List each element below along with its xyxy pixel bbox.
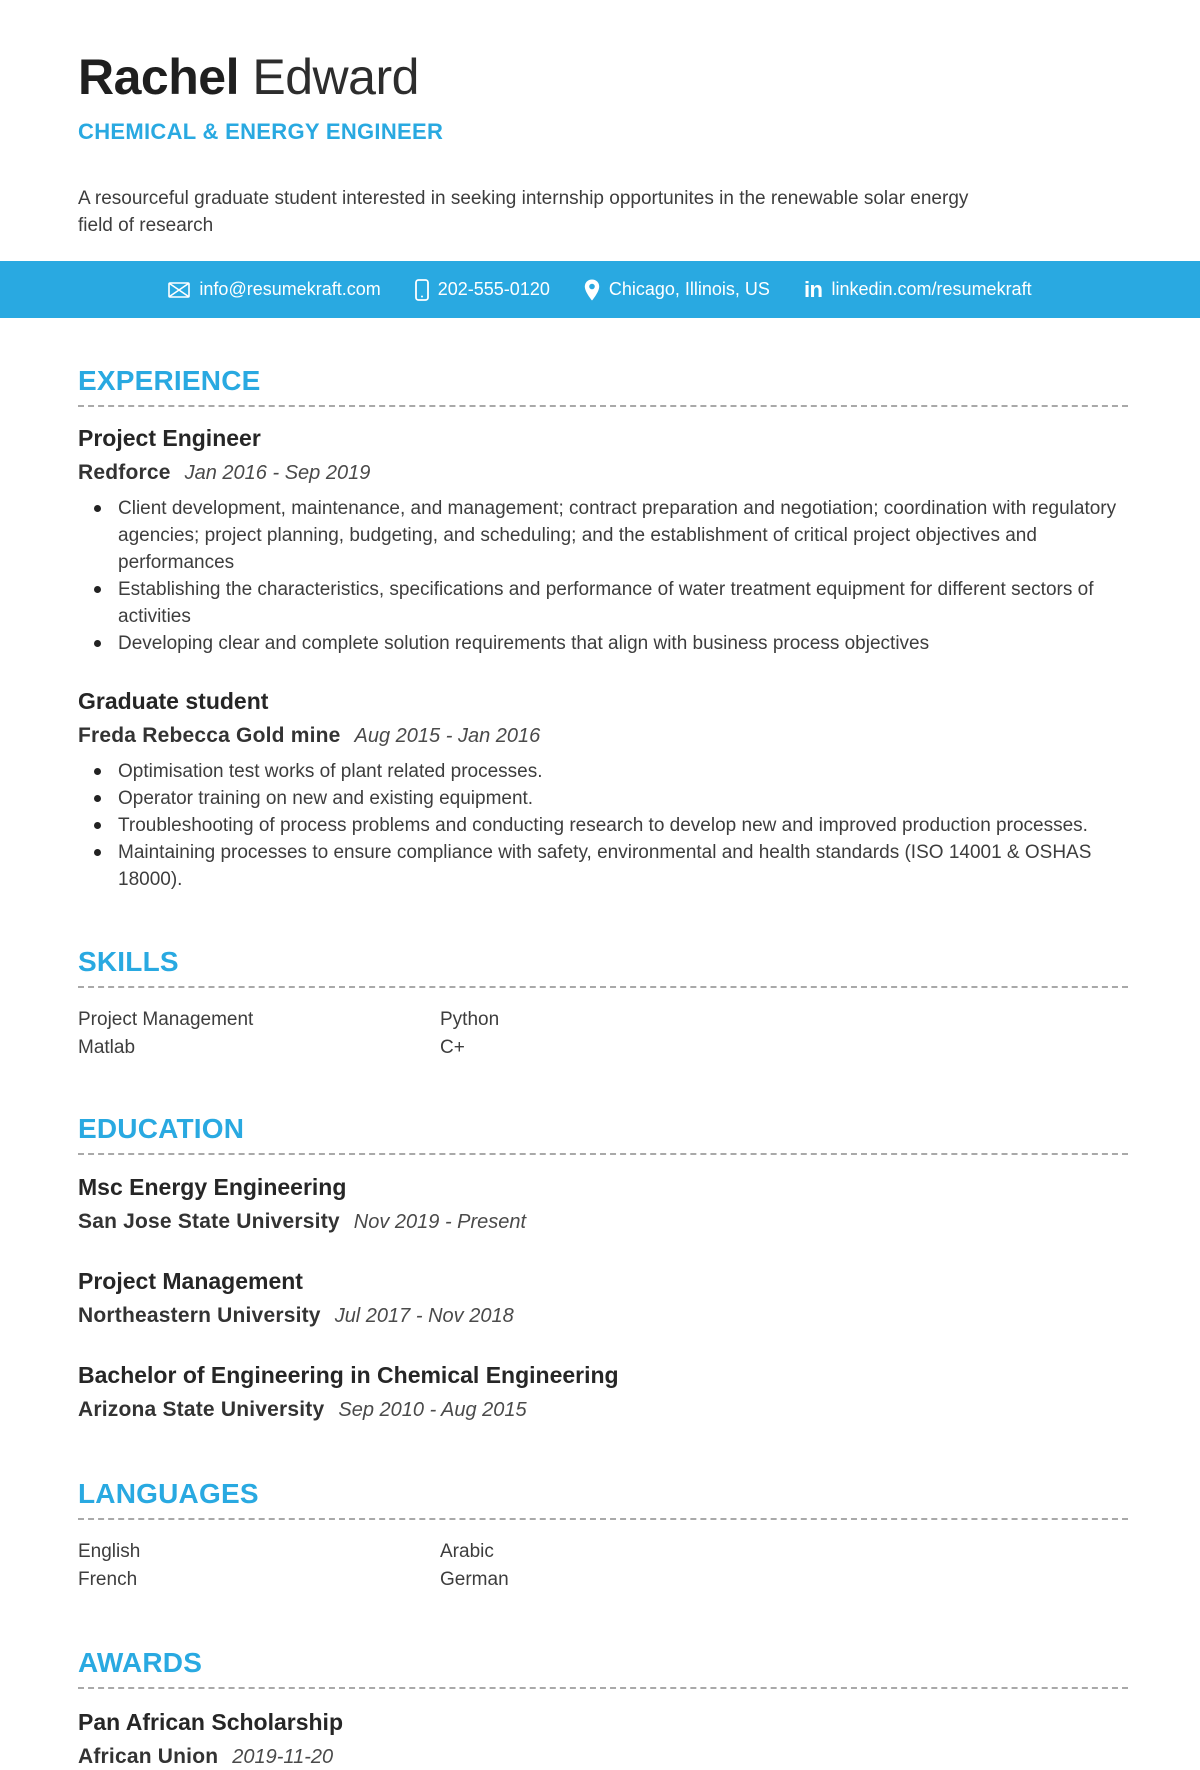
school-name: San Jose State University bbox=[78, 1210, 340, 1233]
languages-column-1 bbox=[78, 1538, 440, 1594]
job-meta bbox=[78, 460, 1128, 486]
award-entry bbox=[78, 1708, 1128, 1770]
summary-line-1: A resourceful graduate student interested in seeking internship opportunites in the renewable solar energy bbox=[78, 188, 969, 209]
section-divider bbox=[78, 1687, 1128, 1689]
skill-item: Python bbox=[440, 1009, 500, 1030]
job-bullet-list bbox=[78, 495, 1128, 657]
contact-email bbox=[168, 279, 380, 300]
job-title: Graduate student bbox=[78, 688, 269, 714]
section-divider bbox=[78, 1518, 1128, 1520]
company-name: Freda Rebecca Gold mine bbox=[78, 724, 341, 747]
education-dates: Jul 2017 - Nov 2018 bbox=[334, 1305, 514, 1327]
degree-title: Msc Energy Engineering bbox=[78, 1174, 347, 1200]
section-divider bbox=[78, 986, 1128, 988]
section-awards bbox=[78, 1646, 1128, 1770]
award-title: Pan African Scholarship bbox=[78, 1709, 343, 1735]
education-meta bbox=[78, 1209, 1128, 1235]
job-bullet: Optimisation test works of plant related processes. bbox=[78, 758, 1128, 785]
job-bullet: Developing clear and complete solution requirements that align with business process objectives bbox=[78, 630, 1128, 657]
school-name: Arizona State University bbox=[78, 1398, 325, 1421]
skills-column-1 bbox=[78, 1006, 440, 1062]
skill-item: Matlab bbox=[78, 1037, 136, 1058]
school-name: Northeastern University bbox=[78, 1304, 321, 1327]
languages-list bbox=[78, 1538, 1128, 1594]
language-item: German bbox=[440, 1569, 509, 1590]
job-meta bbox=[78, 723, 1128, 749]
job-bullet-list bbox=[78, 758, 1128, 893]
contact-location bbox=[584, 279, 770, 301]
education-meta bbox=[78, 1303, 1128, 1329]
experience-entry bbox=[78, 424, 1128, 657]
skill-item: Project Management bbox=[78, 1009, 254, 1030]
job-title: Project Engineer bbox=[78, 425, 261, 451]
education-entry bbox=[78, 1361, 1128, 1423]
award-date: 2019-11-20 bbox=[232, 1746, 334, 1768]
skill-item: C+ bbox=[440, 1037, 465, 1058]
job-bullet: Maintaining processes to ensure compliance with safety, environmental and health standards (ISO 14001 & OSHAS 18000). bbox=[78, 839, 1128, 893]
contact-linkedin bbox=[803, 276, 1032, 302]
section-education bbox=[78, 1112, 1128, 1423]
awards-heading: AWARDS bbox=[78, 1647, 203, 1678]
degree-title: Project Management bbox=[78, 1268, 303, 1294]
language-item: English bbox=[78, 1541, 141, 1562]
company-name: Redforce bbox=[78, 461, 171, 484]
section-divider bbox=[78, 405, 1128, 407]
education-entry bbox=[78, 1173, 1128, 1235]
person-name bbox=[78, 50, 1122, 105]
summary-text bbox=[78, 185, 1038, 239]
award-issuer: African Union bbox=[78, 1745, 219, 1768]
language-item: French bbox=[78, 1569, 138, 1590]
languages-column-2 bbox=[440, 1538, 1128, 1594]
skills-column-2 bbox=[440, 1006, 1128, 1062]
education-meta bbox=[78, 1397, 1128, 1423]
language-item: Arabic bbox=[440, 1541, 494, 1562]
location-text: Chicago, Illinois, US bbox=[608, 279, 770, 299]
job-dates: Aug 2015 - Jan 2016 bbox=[354, 725, 541, 747]
linkedin-icon: in bbox=[803, 276, 823, 302]
job-bullet: Establishing the characteristics, specifications and performance of water treatment equipment for different sectors of activities bbox=[78, 576, 1128, 630]
education-entry bbox=[78, 1267, 1128, 1329]
email-text: info@resumekraft.com bbox=[199, 279, 381, 299]
contact-bar bbox=[0, 261, 1200, 318]
location-pin-icon bbox=[584, 279, 600, 301]
award-meta bbox=[78, 1744, 1128, 1770]
phone-text: 202-555-0120 bbox=[437, 279, 550, 299]
summary-line-2: field of research bbox=[78, 215, 214, 236]
experience-entry bbox=[78, 687, 1128, 893]
job-bullet: Troubleshooting of process problems and conducting research to develop new and improved production processes. bbox=[78, 812, 1128, 839]
section-languages bbox=[78, 1477, 1128, 1594]
email-icon bbox=[168, 282, 190, 298]
skills-heading: SKILLS bbox=[78, 946, 179, 977]
experience-heading: EXPERIENCE bbox=[78, 365, 261, 396]
professional-title: CHEMICAL & ENERGY ENGINEER bbox=[78, 119, 444, 144]
resume-body bbox=[0, 364, 1200, 1770]
section-divider bbox=[78, 1153, 1128, 1155]
languages-heading: LANGUAGES bbox=[78, 1478, 259, 1509]
job-dates: Jan 2016 - Sep 2019 bbox=[184, 462, 371, 484]
phone-icon bbox=[415, 279, 429, 301]
first-name: Rachel bbox=[78, 49, 239, 105]
section-experience bbox=[78, 364, 1128, 893]
contact-phone bbox=[415, 279, 550, 301]
education-heading: EDUCATION bbox=[78, 1113, 245, 1144]
degree-title: Bachelor of Engineering in Chemical Engineering bbox=[78, 1362, 619, 1388]
education-dates: Sep 2010 - Aug 2015 bbox=[338, 1399, 527, 1421]
job-bullet: Client development, maintenance, and management; contract preparation and negotiation; coordination with regulatory agencies; project planning, budgeting, and scheduling; and the establishment of critical project objectives and performances bbox=[78, 495, 1128, 576]
section-skills bbox=[78, 945, 1128, 1062]
last-name: Edward bbox=[252, 49, 419, 105]
education-dates: Nov 2019 - Present bbox=[353, 1211, 527, 1233]
job-bullet: Operator training on new and existing equipment. bbox=[78, 785, 1128, 812]
skills-list bbox=[78, 1006, 1128, 1062]
header bbox=[0, 0, 1200, 239]
linkedin-text: linkedin.com/resumekraft bbox=[831, 279, 1032, 299]
